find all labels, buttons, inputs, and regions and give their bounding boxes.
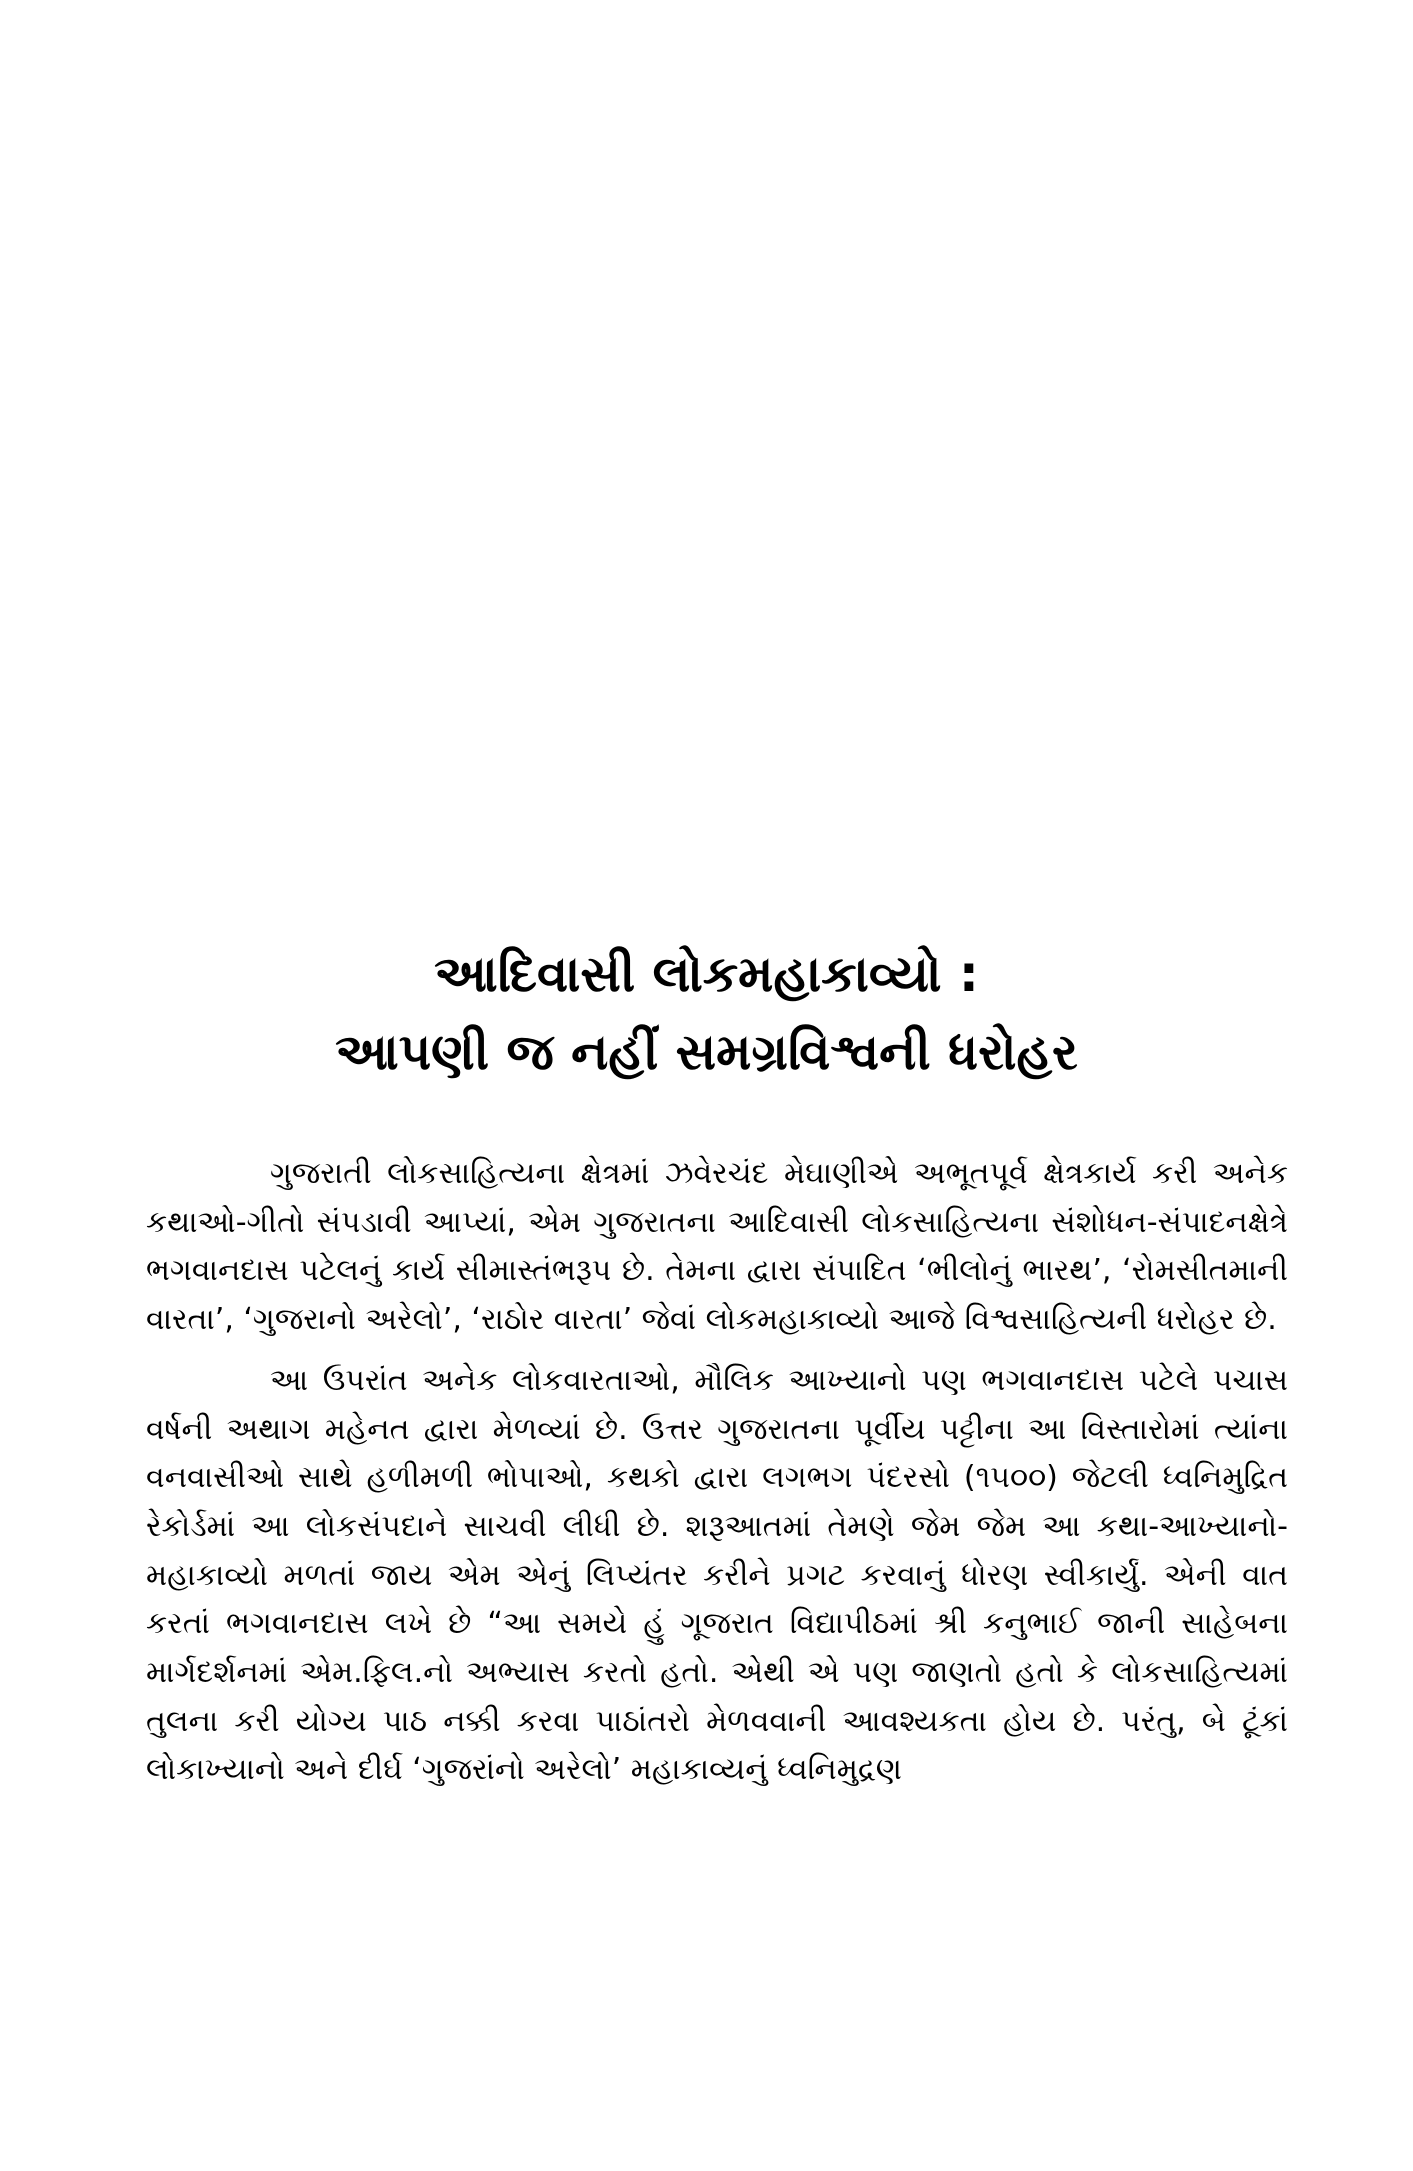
paragraph-2: આ ઉપરાંત અનેક લોકવારતાઓ, મૌલિક આખ્યાનો પણ ભગવાનદાસ પટેલે પચાસ વર્ષની અથાગ મહેનત દ્વારા મેળવ્યાં છે. ઉત્તર ગુજરાતના પૂર્વીય પટ્ટીના આ વિસ્તારોમાં ત્યાંના વનવાસીઓ સાથે હળીમળી ભોપાઓ, કથકો દ્વારા લગભગ પંદરસો (૧૫૦૦) જેટલી ધ્વનિમુદ્રિત રેકોર્ડમાં આ લોકસંપદાને સાચવી લીધી છે. શરૂઆતમાં તેમણે જેમ જેમ આ કથા-આખ્યાનો-મહાકાવ્યો મળતાં જાય એમ એનું લિપ્યંતર કરીને પ્રગટ કરવાનું ધોરણ સ્વીકાર્યું. એની વાત કરતાં ભગવાનદાસ લખે છે “આ સમયે હું ગૂજરાત વિદ્યાપીઠમાં શ્રી કનુભાઈ જાની સાહેબના માર્ગદર્શનમાં એમ.ફિલ.નો અભ્યાસ કરતો હતો. એથી એ પણ જાણતો હતો કે લોકસાહિત્યમાં તુલના કરી યોગ્ય પાઠ નક્કી કરવા પાઠાંતરો મેળવવાની આવશ્યકતા હોય છે. પરંતુ, બે ટૂંકાં લોકાખ્યાનો અને દીર્ઘ ‘ગુજરાંનો અરેલો’ મહાકાવ્યનું ધ્વનિમુદ્રણ — [146, 1362, 1288, 1788]
paragraph-1: ગુજરાતી લોકસાહિત્યના ક્ષેત્રમાં ઝવેરચંદ મેઘાણીએ અભૂતપૂર્વ ક્ષેત્રકાર્ય કરી અનેક કથાઓ-ગીતો સંપડાવી આપ્યાં, એમ ગુજરાતના આદિવાસી લોકસાહિત્યના સંશોધન-સંપાદનક્ષેત્રે ભગવાનદાસ પટેલનું કાર્ય સીમાસ્તંભરૂપ છે. તેમના દ્વારા સંપાદિત ‘ભીલોનું ભારથ’, ‘રોમસીતમાની વારતા’, ‘ગુજરાનો અરેલો’, ‘રાઠોર વારતા’ જેવાં લોકમહાકાવ્યો આજે વિશ્વસાહિત્યની ધરોહર છે. — [146, 1156, 1288, 1338]
chapter-title — [0, 935, 1413, 1091]
body-text — [146, 1150, 1288, 1795]
chapter-title-line-2: આપણી જ નહીં સમગ્રવિશ્વની ધરોહર — [335, 1023, 1078, 1081]
chapter-title-line-1: આદિવાસી લોકમહાકાવ્યો : — [434, 945, 979, 1003]
